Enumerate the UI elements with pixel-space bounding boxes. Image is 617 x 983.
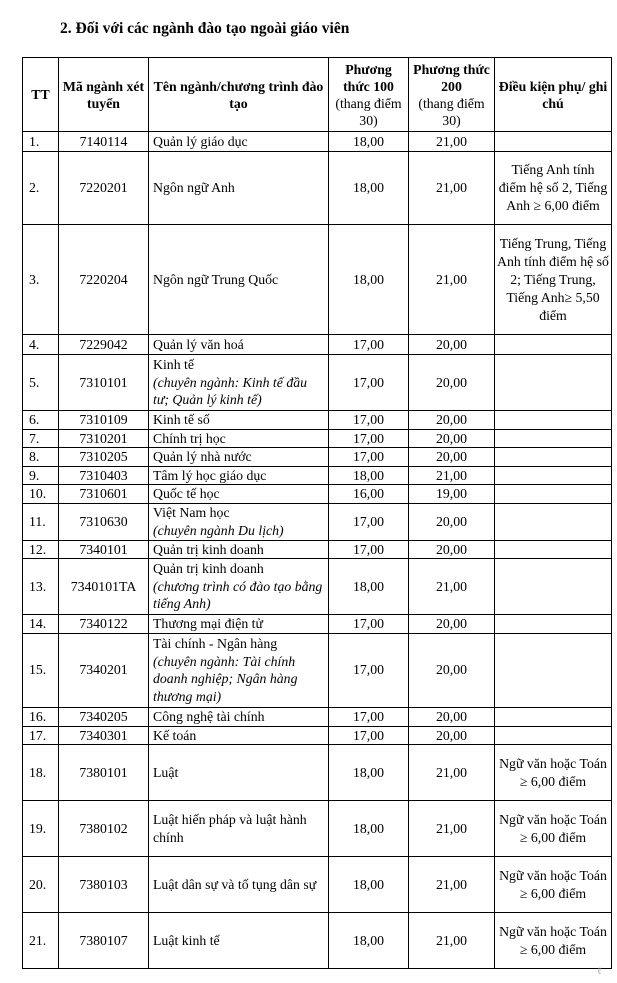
major-code: 7340205 (59, 707, 149, 726)
row-number: 8. (23, 448, 59, 467)
table-row (23, 485, 612, 504)
method-100-score: 18,00 (329, 913, 409, 969)
major-code: 7220204 (59, 225, 149, 335)
major-code: 7380102 (59, 801, 149, 857)
method-100-score: 17,00 (329, 615, 409, 634)
method-200-score: 20,00 (409, 540, 495, 559)
program-title: Quản trị kinh doanh (153, 541, 264, 557)
method-100-score: 16,00 (329, 485, 409, 504)
method-100-score: 17,00 (329, 633, 409, 707)
condition-note: Ngữ văn hoặc Toán ≥ 6,00 điểm (495, 745, 612, 801)
table-row (23, 726, 612, 745)
method-100-score: 18,00 (329, 225, 409, 335)
program-title: Kinh tế số (153, 412, 210, 427)
program-name (149, 559, 329, 615)
table-row (23, 559, 612, 615)
program-name (149, 857, 329, 913)
row-number: 4. (23, 335, 59, 355)
condition-note (495, 335, 612, 355)
condition-note (495, 355, 612, 411)
row-number: 1. (23, 132, 59, 152)
scan-mark-icon: ℓ (597, 966, 602, 977)
section-heading: 2. Đối với các ngành đào tạo ngoài giáo viên (60, 20, 350, 37)
condition-note (495, 615, 612, 634)
condition-note (495, 633, 612, 707)
condition-note (495, 411, 612, 430)
table-row (23, 355, 612, 411)
table-row (23, 801, 612, 857)
program-name (149, 745, 329, 801)
table-row (23, 707, 612, 726)
table-row (23, 857, 612, 913)
program-specialization: (chuyên ngành: Kinh tế đầu tư; Quản lý kinh tế) (153, 374, 308, 408)
header-condition-note: Điều kiện phụ/ ghi chú (495, 58, 612, 132)
program-title: Quản lý nhà nước (153, 449, 252, 464)
method-200-score: 20,00 (409, 707, 495, 726)
major-code: 7340122 (59, 615, 149, 634)
header-method-100-scale: (thang điểm 30) (335, 95, 402, 128)
row-number: 15. (23, 633, 59, 707)
method-200-score: 21,00 (409, 913, 495, 969)
header-method-100 (329, 58, 409, 132)
method-100-score: 17,00 (329, 540, 409, 559)
condition-note (495, 132, 612, 152)
major-code: 7380107 (59, 913, 149, 969)
method-200-score: 21,00 (409, 466, 495, 485)
row-number: 2. (23, 152, 59, 225)
header-major-code: Mã ngành xét tuyển (59, 58, 149, 132)
row-number: 21. (23, 913, 59, 969)
header-method-100-title: Phương thức 100 (343, 61, 394, 94)
program-specialization: (chuyên ngành Du lịch) (153, 522, 284, 538)
method-100-score: 18,00 (329, 801, 409, 857)
table-row (23, 429, 612, 448)
program-name (149, 132, 329, 152)
method-100-score: 18,00 (329, 857, 409, 913)
row-number: 17. (23, 726, 59, 745)
major-code: 7310630 (59, 503, 149, 540)
method-200-score: 21,00 (409, 132, 495, 152)
method-200-score: 21,00 (409, 857, 495, 913)
program-title: Luật kinh tế (153, 932, 220, 948)
method-100-score: 17,00 (329, 355, 409, 411)
row-number: 9. (23, 466, 59, 485)
condition-note: Ngữ văn hoặc Toán ≥ 6,00 điểm (495, 857, 612, 913)
major-code: 7310201 (59, 429, 149, 448)
table-row (23, 448, 612, 467)
method-100-score: 17,00 (329, 448, 409, 467)
header-tt: TT (23, 58, 59, 132)
program-title: Việt Nam học (153, 505, 230, 520)
program-title: Ngôn ngữ Anh (153, 180, 235, 196)
program-name (149, 152, 329, 225)
program-name (149, 726, 329, 745)
program-title: Kế toán (153, 727, 197, 743)
header-program-name: Tên ngành/chương trình đào tạo (149, 58, 329, 132)
table-row (23, 132, 612, 152)
method-200-score: 20,00 (409, 429, 495, 448)
method-200-score: 21,00 (409, 559, 495, 615)
program-title: Thương mại điện tử (153, 616, 263, 631)
program-title: Chính trị học (153, 430, 226, 446)
condition-note (495, 707, 612, 726)
method-100-score: 18,00 (329, 132, 409, 152)
program-title: Quản lý giáo dục (153, 133, 248, 149)
program-title: Tài chính - Ngân hàng (153, 636, 278, 651)
row-number: 11. (23, 503, 59, 540)
method-200-score: 21,00 (409, 801, 495, 857)
condition-note (495, 429, 612, 448)
method-200-score: 20,00 (409, 411, 495, 430)
program-specialization: (chuyên ngành: Tài chính doanh nghiệp; Ngân hàng thương mại) (153, 653, 298, 704)
table-row (23, 503, 612, 540)
major-code: 7340301 (59, 726, 149, 745)
method-100-score: 17,00 (329, 429, 409, 448)
program-name (149, 355, 329, 411)
method-200-score: 20,00 (409, 503, 495, 540)
program-title: Luật dân sự và tố tụng dân sự (153, 876, 317, 892)
program-name (149, 615, 329, 634)
program-name (149, 633, 329, 707)
table-row (23, 411, 612, 430)
method-200-score: 21,00 (409, 745, 495, 801)
row-number: 14. (23, 615, 59, 634)
program-name (149, 707, 329, 726)
program-title: Tâm lý học giáo dục (153, 467, 267, 483)
method-100-score: 18,00 (329, 152, 409, 225)
method-200-score: 20,00 (409, 355, 495, 411)
method-100-score: 17,00 (329, 503, 409, 540)
major-code: 7310205 (59, 448, 149, 467)
major-code: 7380103 (59, 857, 149, 913)
major-code: 7340101 (59, 540, 149, 559)
program-title: Kinh tế (153, 357, 194, 373)
program-name (149, 485, 329, 504)
row-number: 13. (23, 559, 59, 615)
method-200-score: 20,00 (409, 448, 495, 467)
condition-note (495, 466, 612, 485)
row-number: 5. (23, 355, 59, 411)
header-method-200-title: Phương thức 200 (413, 61, 490, 94)
program-title: Ngôn ngữ Trung Quốc (153, 271, 279, 287)
method-200-score: 20,00 (409, 615, 495, 634)
table-row (23, 633, 612, 707)
program-name (149, 913, 329, 969)
program-name (149, 466, 329, 485)
table-row (23, 466, 612, 485)
condition-note: Ngữ văn hoặc Toán ≥ 6,00 điểm (495, 801, 612, 857)
table-row (23, 540, 612, 559)
table-row (23, 152, 612, 225)
condition-note (495, 559, 612, 615)
program-name (149, 801, 329, 857)
method-200-score: 21,00 (409, 225, 495, 335)
program-title: Công nghệ tài chính (153, 708, 265, 724)
condition-note (495, 448, 612, 467)
major-code: 7229042 (59, 335, 149, 355)
admission-score-table (22, 57, 612, 969)
table-row (23, 745, 612, 801)
row-number: 18. (23, 745, 59, 801)
method-200-score: 20,00 (409, 335, 495, 355)
table-row (23, 913, 612, 969)
method-200-score: 21,00 (409, 152, 495, 225)
table-body (23, 132, 612, 969)
condition-note (495, 540, 612, 559)
row-number: 20. (23, 857, 59, 913)
method-100-score: 18,00 (329, 745, 409, 801)
method-100-score: 17,00 (329, 726, 409, 745)
program-title: Quốc tế học (153, 486, 220, 501)
row-number: 12. (23, 540, 59, 559)
program-name (149, 335, 329, 355)
row-number: 3. (23, 225, 59, 335)
method-100-score: 17,00 (329, 411, 409, 430)
program-name (149, 225, 329, 335)
method-200-score: 20,00 (409, 726, 495, 745)
condition-note: Ngữ văn hoặc Toán ≥ 6,00 điểm (495, 913, 612, 969)
program-specialization: (chương trình có đào tạo bằng tiếng Anh) (153, 578, 323, 612)
program-name (149, 540, 329, 559)
method-200-score: 20,00 (409, 633, 495, 707)
major-code: 7380101 (59, 745, 149, 801)
program-title: Luật (153, 764, 179, 780)
row-number: 16. (23, 707, 59, 726)
major-code: 7340101TA (59, 559, 149, 615)
table-row (23, 335, 612, 355)
condition-note: Tiếng Trung, Tiếng Anh tính điểm hệ số 2; Tiếng Trung, Tiếng Anh≥ 5,50 điểm (495, 225, 612, 335)
method-100-score: 18,00 (329, 559, 409, 615)
row-number: 6. (23, 411, 59, 430)
row-number: 7. (23, 429, 59, 448)
row-number: 10. (23, 485, 59, 504)
header-method-200-scale: (thang điểm 30) (418, 95, 485, 128)
table-header-row (23, 58, 612, 132)
condition-note (495, 485, 612, 504)
condition-note (495, 503, 612, 540)
program-name (149, 503, 329, 540)
major-code: 7220201 (59, 152, 149, 225)
row-number: 19. (23, 801, 59, 857)
major-code: 7340201 (59, 633, 149, 707)
program-name (149, 429, 329, 448)
condition-note: Tiếng Anh tính điểm hệ số 2, Tiếng Anh ≥ 6,00 điểm (495, 152, 612, 225)
method-100-score: 18,00 (329, 466, 409, 485)
program-title: Luật hiến pháp và luật hành chính (153, 812, 307, 845)
major-code: 7140114 (59, 132, 149, 152)
method-100-score: 17,00 (329, 335, 409, 355)
major-code: 7310101 (59, 355, 149, 411)
program-title: Quản trị kinh doanh (153, 561, 264, 577)
method-100-score: 17,00 (329, 707, 409, 726)
method-200-score: 19,00 (409, 485, 495, 504)
major-code: 7310601 (59, 485, 149, 504)
header-method-200 (409, 58, 495, 132)
table-row (23, 615, 612, 634)
program-name (149, 448, 329, 467)
program-name (149, 411, 329, 430)
condition-note (495, 726, 612, 745)
program-title: Quản lý văn hoá (153, 336, 244, 352)
major-code: 7310403 (59, 466, 149, 485)
table-row (23, 225, 612, 335)
major-code: 7310109 (59, 411, 149, 430)
